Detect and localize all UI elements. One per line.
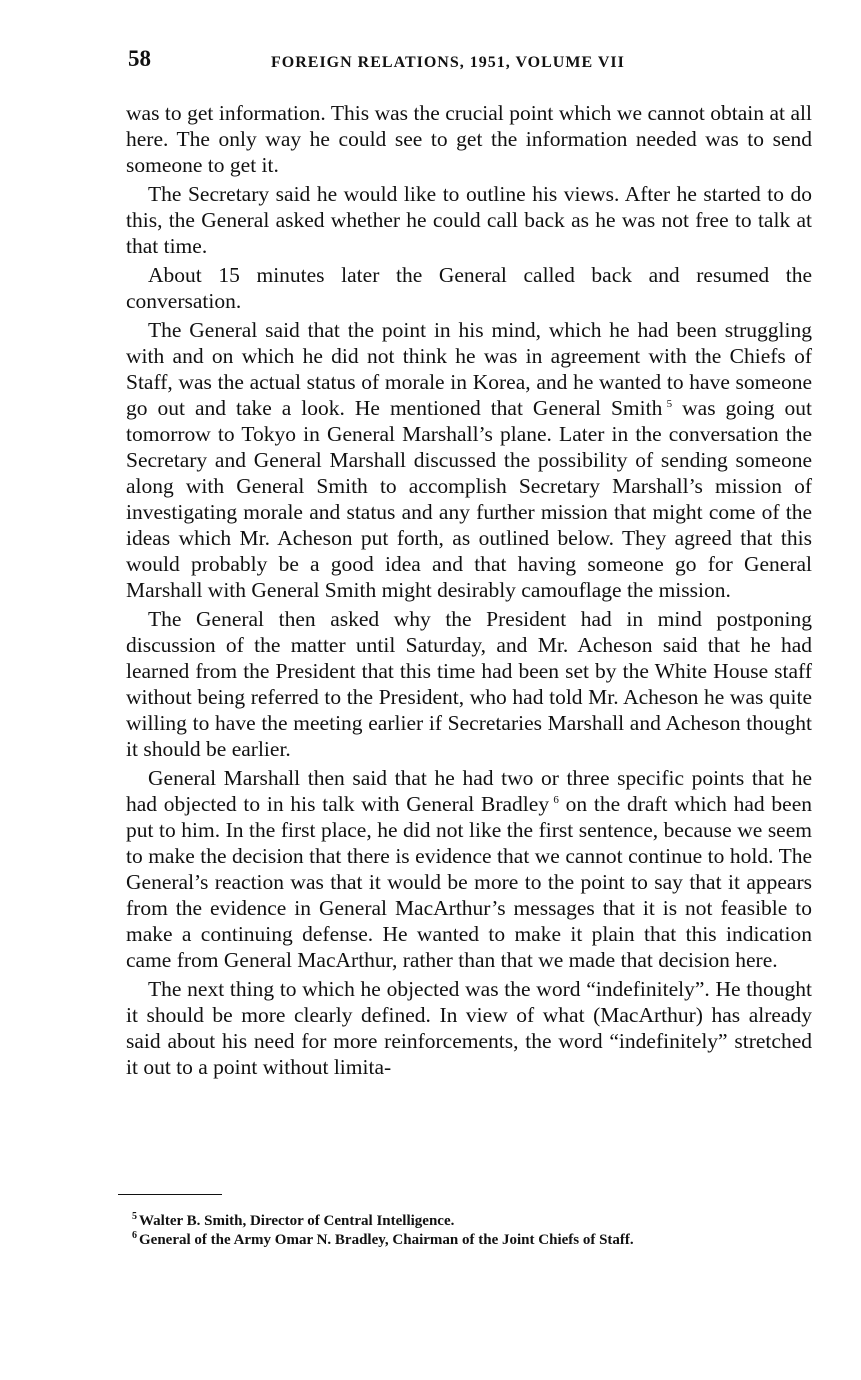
footnotes [132, 1212, 812, 1250]
page-header [128, 46, 812, 80]
paragraph-1: was to get information. This was the crucial point which we cannot obtain at all here. The only way he could see to get the information needed was to send someone to get it. [126, 101, 812, 177]
paragraph-6-part-2: on the draft which had been put to him. In the first place, he did not like the first sentence, because we seem to make the decision that there is evidence that we cannot continue to hold. The General’s reaction was that it would be more to the point to say that it appears from the evidence in General MacArthur’s messages that it is not feasible to make a continuing defense. He wanted to make it plain that this indication came from General MacArthur, rather than that we made that decision here. [126, 792, 812, 972]
page-number: 58 [128, 46, 151, 71]
running-head: FOREIGN RELATIONS, 1951, VOLUME VII [271, 54, 625, 71]
paragraph-5: The General then asked why the President had in mind postponing discussion of the matter until Saturday, and Mr. Acheson said that he had learned from the President that this time had been set by the White House staff without being referred to the President, who had told Mr. Acheson he was quite willing to have the meeting earlier if Secretaries Marshall and Acheson thought it should be earlier. [126, 607, 812, 761]
paragraph-4 [126, 317, 812, 603]
footnote-mark: 5 [132, 1211, 137, 1222]
footnote-divider [118, 1194, 222, 1195]
paragraph-4-part-2: was going out tomorrow to Tokyo in General Marshall’s plane. Later in the conversation the Secretary and General Marshall discussed the possibility of sending someone along with General Smith to accomplish Secretary Marshall’s mission of investigating morale and status and any further mission that might come of the ideas which Mr. Acheson put forth, as outlined below. They agreed that this would probably be a good idea and that having someone go for General Marshall with General Smith might desirably camouflage the mission. [126, 396, 812, 602]
footnote-ref-5: 5 [666, 397, 673, 410]
paragraph-6-part-1: General Marshall then said that he had two or three specific points that he had objected to in his talk with General Bradley [126, 766, 812, 816]
paragraph-6 [126, 765, 812, 973]
footnote-ref-6: 6 [553, 793, 559, 806]
body-text [126, 100, 812, 1083]
footnote-text: Walter B. Smith, Director of Central Intelligence. [139, 1213, 455, 1229]
footnote-text: General of the Army Omar N. Bradley, Chairman of the Joint Chiefs of Staff. [139, 1232, 634, 1248]
paragraph-4-part-1: The General said that the point in his mind, which he had been struggling with and on which he did not think he was in agreement with the Chiefs of Staff, was the actual status of morale in Korea, and he wanted to have someone go out and take a look. He mentioned that General Smith [126, 318, 812, 420]
paragraph-7: The next thing to which he objected was the word “indefinitely”. He thought it should be more clearly defined. In view of what (MacArthur) has already said about his need for more reinforcements, the word “indefinitely” stretched it out to a point without limita- [126, 977, 812, 1079]
footnote-mark: 6 [132, 1230, 137, 1241]
paragraph-3: About 15 minutes later the General called back and resumed the conversation. [126, 263, 812, 313]
footnote-5 [132, 1212, 812, 1231]
paragraph-2: The Secretary said he would like to outline his views. After he started to do this, the General asked whether he could call back as he was not free to talk at that time. [126, 182, 812, 258]
footnote-6 [132, 1231, 812, 1250]
